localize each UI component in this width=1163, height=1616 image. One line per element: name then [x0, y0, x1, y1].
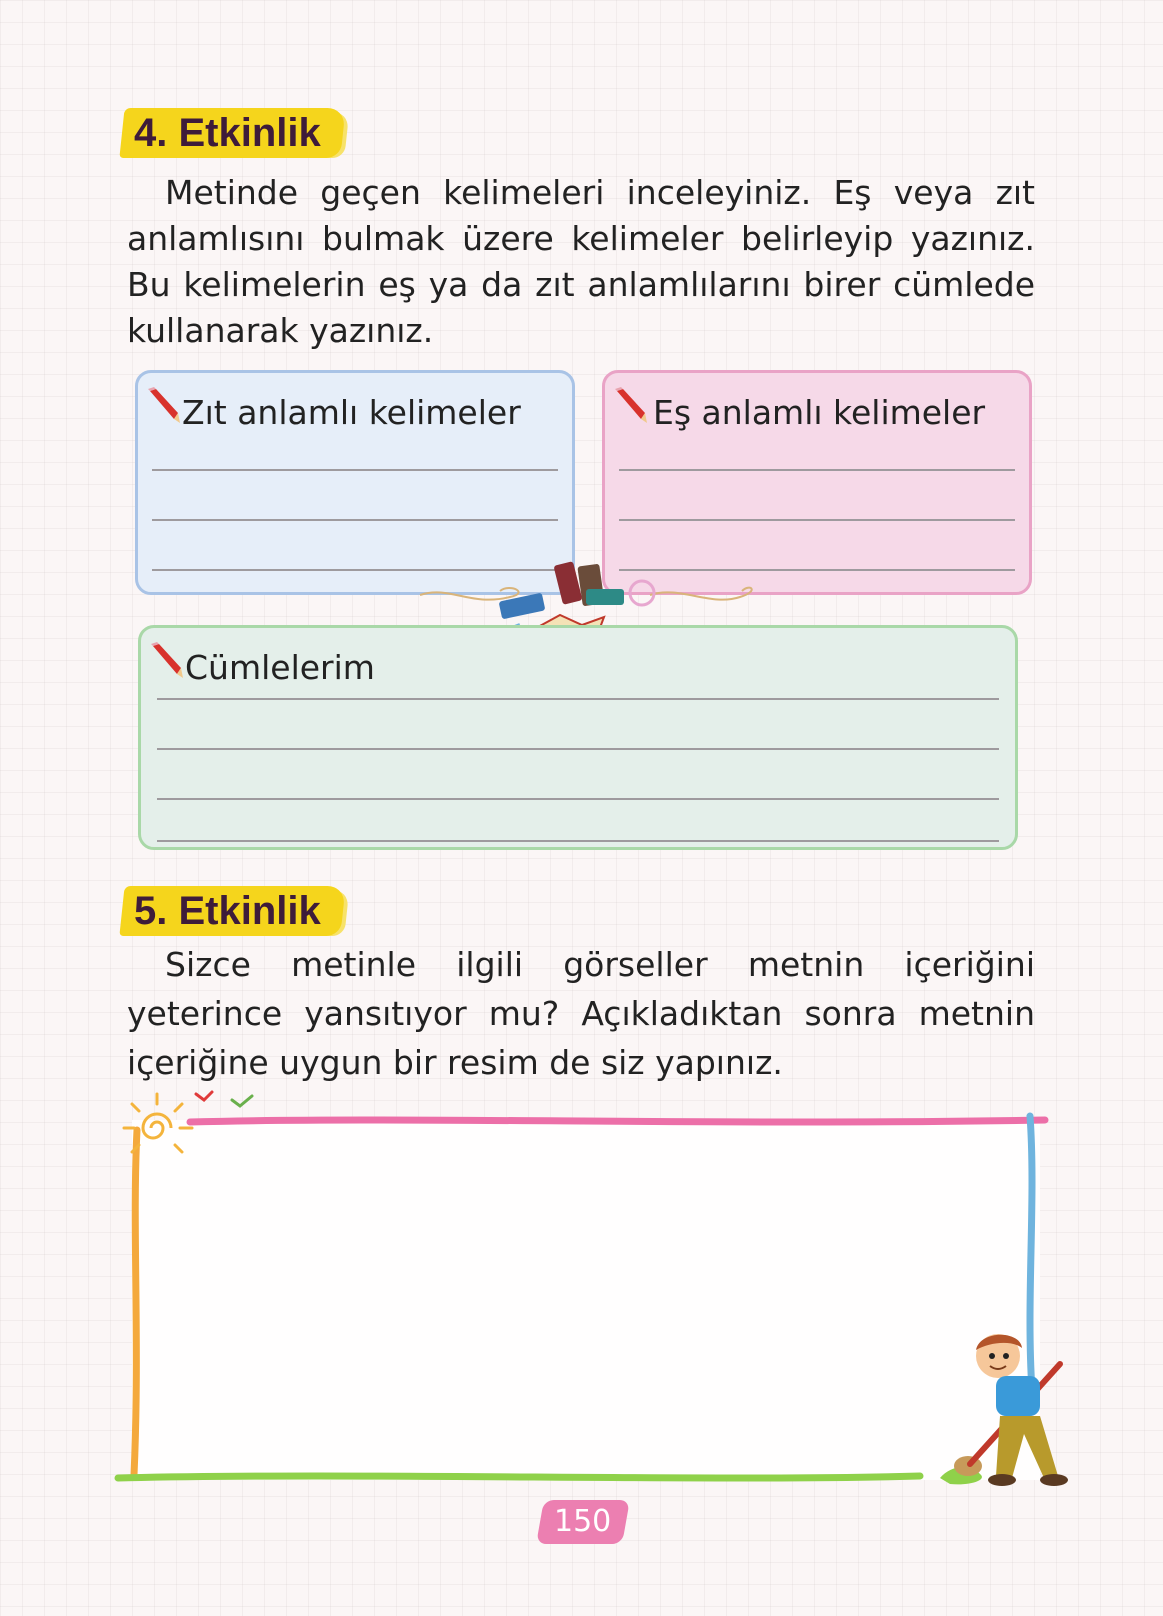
activity5-heading — [119, 886, 345, 936]
drawing-frame — [110, 1080, 1060, 1500]
birds-icon — [192, 1088, 262, 1112]
boy-painting-illustration — [940, 1330, 1110, 1490]
writing-line — [157, 698, 999, 700]
page-number: 150 — [554, 1504, 612, 1539]
activity4-heading — [119, 108, 345, 158]
writing-line — [157, 798, 999, 800]
activity5-instructions-text: Sizce metinle ilgili görseller metnin içeriğini yeterince yansıtıyor mu? Açıkladıktan sonra metnin içeriğine uygun bir resim de siz yapınız. — [127, 945, 1035, 1082]
writing-line — [157, 840, 999, 842]
writing-line — [157, 748, 999, 750]
pencil-icon — [147, 642, 185, 680]
pencil-icon — [611, 387, 649, 425]
pencil-icon — [144, 387, 182, 425]
sentences-title: Cümlelerim — [185, 648, 375, 687]
activity5-instructions — [127, 940, 1035, 1087]
writing-line — [152, 519, 558, 521]
page-number-badge — [536, 1500, 630, 1544]
activity4-instructions-text: Metinde geçen kelimeleri inceleyiniz. Eş veya zıt anlamlısını bulmak üzere kelimeler belirleyip yazınız. Bu kelimelerin eş ya da zıt anlamlılarını birer cümlede kullanarak yazınız. — [127, 173, 1035, 350]
writing-line — [619, 469, 1015, 471]
activity5-heading-text: 5. Etkinlik — [134, 889, 321, 933]
activity4-instructions — [127, 170, 1035, 354]
activity4-heading-text: 4. Etkinlik — [134, 111, 321, 155]
sun-icon — [112, 1088, 202, 1168]
antonyms-title: Zıt anlamlı kelimeler — [182, 393, 521, 432]
synonyms-title: Eş anlamlı kelimeler — [653, 393, 986, 432]
writing-line — [619, 519, 1015, 521]
writing-line — [152, 469, 558, 471]
sentences-box — [138, 625, 1018, 850]
